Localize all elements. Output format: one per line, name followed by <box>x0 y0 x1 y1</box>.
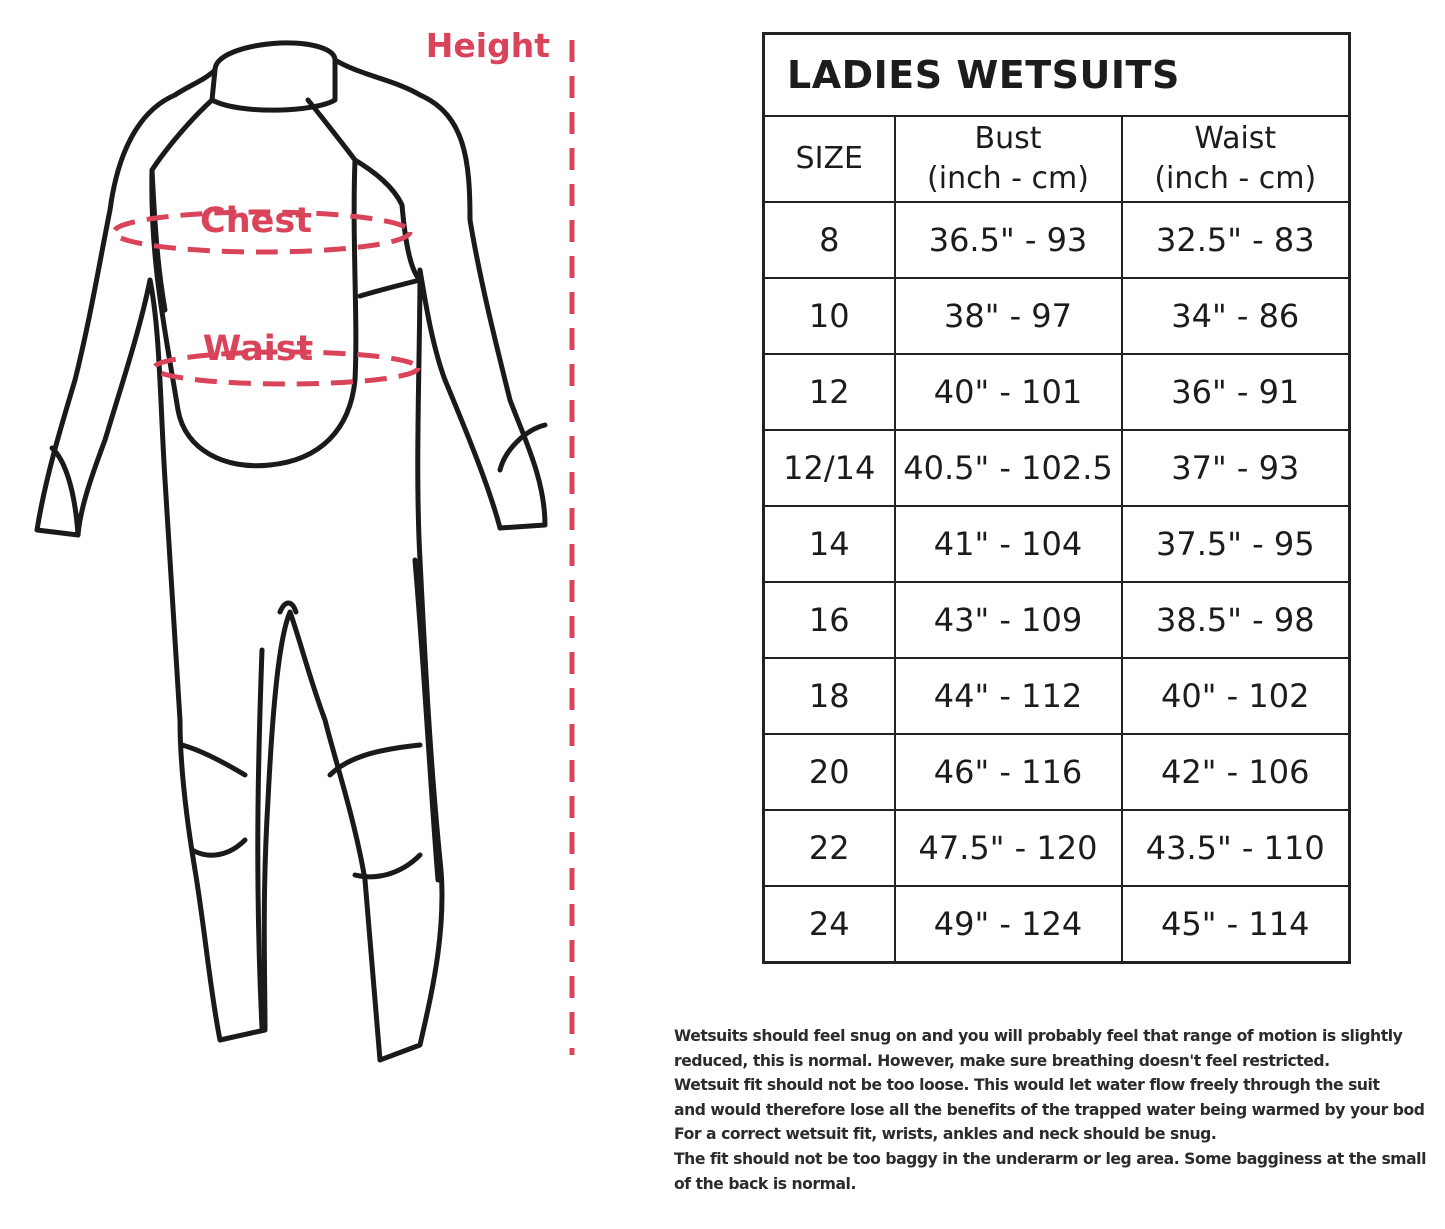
waist-cell: 45" - 114 <box>1122 886 1350 963</box>
table-row <box>764 278 1350 354</box>
wetsuit-diagram <box>0 0 620 1229</box>
bust-cell: 44" - 112 <box>895 658 1122 734</box>
bust-cell: 43" - 109 <box>895 582 1122 658</box>
chest-label: Chest <box>200 201 312 241</box>
bust-cell: 49" - 124 <box>895 886 1122 963</box>
waist-cell: 43.5" - 110 <box>1122 810 1350 886</box>
table-title-row <box>764 34 1350 117</box>
bust-cell: 40.5" - 102.5 <box>895 430 1122 506</box>
waist-cell: 34" - 86 <box>1122 278 1350 354</box>
header-waist-line1: Waist <box>1194 121 1277 156</box>
table-row <box>764 658 1350 734</box>
table-header-row <box>764 116 1350 202</box>
bust-cell: 36.5" - 93 <box>895 202 1122 278</box>
size-cell: 14 <box>764 506 895 582</box>
bust-cell: 41" - 104 <box>895 506 1122 582</box>
table-row <box>764 582 1350 658</box>
table-row <box>764 734 1350 810</box>
size-cell: 18 <box>764 658 895 734</box>
size-cell: 8 <box>764 202 895 278</box>
bust-cell: 38" - 97 <box>895 278 1122 354</box>
waist-cell: 32.5" - 83 <box>1122 202 1350 278</box>
bust-cell: 46" - 116 <box>895 734 1122 810</box>
waist-cell: 38.5" - 98 <box>1122 582 1350 658</box>
waist-cell: 37" - 93 <box>1122 430 1350 506</box>
waist-label: Waist <box>202 329 314 369</box>
header-bust-line1: Bust <box>974 121 1042 156</box>
fit-notes <box>674 1024 1445 1196</box>
table-row <box>764 886 1350 963</box>
table-row <box>764 202 1350 278</box>
waist-cell: 37.5" - 95 <box>1122 506 1350 582</box>
size-chart-table <box>762 32 1351 964</box>
note-line: The fit should not be too baggy in the underarm or leg area. Some bagginess at the small <box>674 1149 1426 1168</box>
note-line: reduced, this is normal. However, make sure breathing doesn't feel restricted. <box>674 1051 1330 1070</box>
header-bust-line2: (inch - cm) <box>927 161 1089 196</box>
size-cell: 12 <box>764 354 895 430</box>
table-row <box>764 430 1350 506</box>
table-row <box>764 354 1350 430</box>
size-cell: 20 <box>764 734 895 810</box>
wetsuit-outline <box>37 43 545 1060</box>
waist-cell: 42" - 106 <box>1122 734 1350 810</box>
bust-cell: 40" - 101 <box>895 354 1122 430</box>
height-label: Height <box>425 26 550 65</box>
bust-cell: 47.5" - 120 <box>895 810 1122 886</box>
size-cell: 10 <box>764 278 895 354</box>
note-line: Wetsuits should feel snug on and you will probably feel that range of motion is slightly <box>674 1027 1403 1045</box>
table-title: LADIES WETSUITS <box>764 34 1350 117</box>
note-line: of the back is normal. <box>674 1174 856 1193</box>
table-row <box>764 506 1350 582</box>
waist-cell: 36" - 91 <box>1122 354 1350 430</box>
table-row <box>764 810 1350 886</box>
header-bust <box>895 116 1122 202</box>
header-waist <box>1122 116 1350 202</box>
note-line: Wetsuit fit should not be too loose. This would let water flow freely through the suit <box>674 1076 1380 1095</box>
header-waist-line2: (inch - cm) <box>1154 161 1317 196</box>
size-cell: 22 <box>764 810 895 886</box>
size-cell: 16 <box>764 582 895 658</box>
note-line: and would therefore lose all the benefits of the trapped water being warmed by your bod <box>674 1100 1425 1119</box>
size-cell: 24 <box>764 886 895 963</box>
header-size: SIZE <box>764 116 895 202</box>
waist-cell: 40" - 102 <box>1122 658 1350 734</box>
size-cell: 12/14 <box>764 430 895 506</box>
note-line: For a correct wetsuit fit, wrists, ankles and neck should be snug. <box>674 1125 1217 1144</box>
